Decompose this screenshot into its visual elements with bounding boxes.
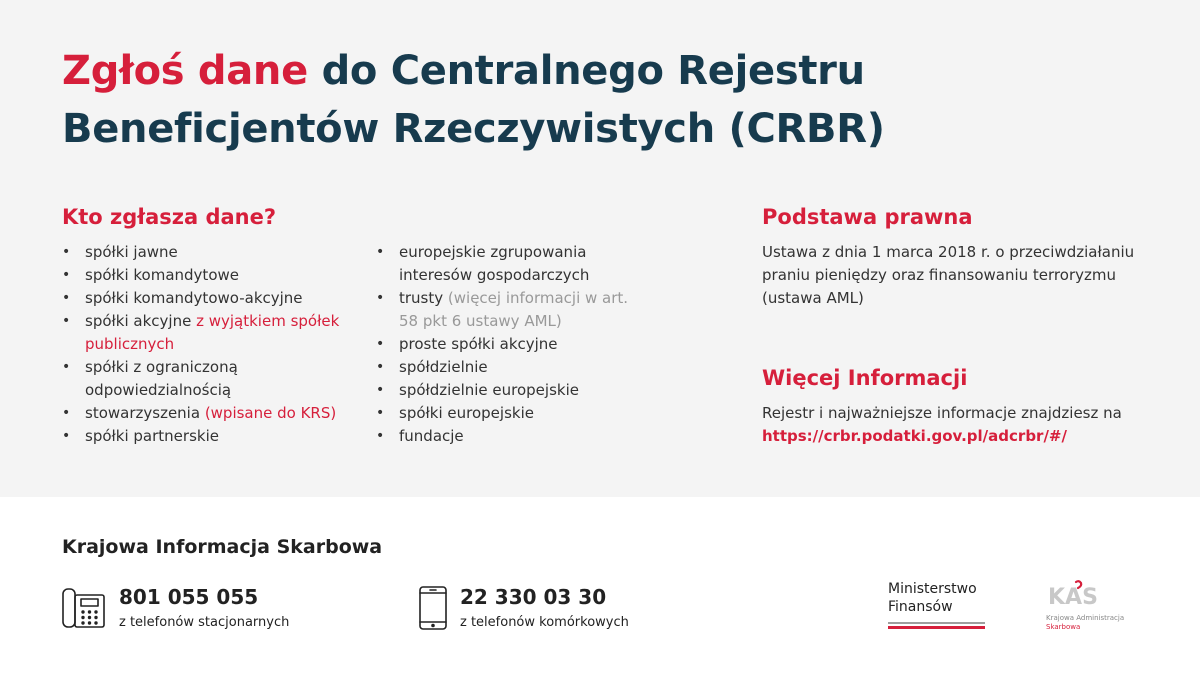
- list-item: • fundacje: [376, 425, 636, 448]
- list-item: • europejskie zgrupowania interesów gospodarczych: [376, 241, 636, 287]
- kas-logo: [1046, 578, 1156, 638]
- list-item: • spółki z ograniczoną odpowiedzialnością: [62, 356, 362, 402]
- list-item: • trusty (więcej informacji w art. 58 pkt 6 ustawy AML): [376, 287, 636, 333]
- more-info-text: Rejestr i najważniejsze informacje znajdziesz na https://crbr.podatki.gov.pl/adcrbr/#/: [762, 404, 1122, 445]
- mobile-phone-icon: [403, 585, 449, 635]
- mobile-label: z telefonów komórkowych: [460, 615, 629, 630]
- legal-basis-text: Ustawa z dnia 1 marca 2018 r. o przeciwdziałaniu praniu pieniędzy oraz finansowaniu terroryzmu (ustawa AML): [762, 243, 1135, 307]
- list-item: • spółki komandytowe: [62, 264, 362, 287]
- entity-list-left: [62, 241, 362, 448]
- trust-note: (więcej informacji w art. 58 pkt 6 ustawy AML): [399, 289, 629, 330]
- kis-heading: Krajowa Informacja Skarbowa: [62, 536, 383, 558]
- landline-contact: [62, 585, 362, 635]
- crbr-link[interactable]: https://crbr.podatki.gov.pl/adcrbr/#/: [762, 427, 1067, 445]
- list-item: • spółdzielnie europejskie: [376, 379, 636, 402]
- ministry-of-finance-logo: [888, 580, 988, 632]
- list-item: • stowarzyszenia (wpisane do KRS): [62, 402, 362, 425]
- mf-line2: Finansów: [888, 599, 953, 615]
- list-item: • spółdzielnie: [376, 356, 636, 379]
- page-title: [62, 42, 1062, 158]
- kas-line2: Skarbowa: [1046, 623, 1081, 631]
- list-item: • spółki komandytowo-akcyjne: [62, 287, 362, 310]
- kas-mark-icon: [1046, 578, 1098, 612]
- list-item: • spółki europejskie: [376, 402, 636, 425]
- more-info-heading: Więcej Informacji: [762, 366, 968, 390]
- who-reports-heading: Kto zgłasza dane?: [62, 205, 277, 229]
- desk-phone-icon: [62, 585, 106, 635]
- svg-text:KAS: KAS: [1048, 585, 1098, 610]
- kas-line1: Krajowa Administracja: [1046, 614, 1125, 622]
- mobile-contact: [403, 585, 703, 635]
- exception-note: z wyjątkiem spółek publicznych: [85, 312, 340, 353]
- list-item: • spółki jawne: [62, 241, 362, 264]
- title-rest: do Centralnego Rejestru Beneficjentów Rzeczywistych (CRBR): [62, 48, 885, 152]
- title-highlight: Zgłoś dane: [62, 48, 308, 94]
- mf-line1: Ministerstwo: [888, 581, 977, 597]
- list-item: • spółki akcyjne z wyjątkiem spółek publicznych: [62, 310, 362, 356]
- entity-list-right: [376, 241, 636, 448]
- list-item: • proste spółki akcyjne: [376, 333, 636, 356]
- mobile-number: 22 330 03 30: [460, 585, 607, 609]
- mf-flag-white: [888, 622, 985, 624]
- legal-basis-heading: Podstawa prawna: [762, 205, 973, 229]
- list-item: • spółki partnerskie: [62, 425, 362, 448]
- landline-label: z telefonów stacjonarnych: [119, 615, 290, 630]
- mf-flag-red: [888, 626, 985, 629]
- krs-note: (wpisane do KRS): [204, 404, 337, 422]
- landline-number: 801 055 055: [119, 585, 259, 609]
